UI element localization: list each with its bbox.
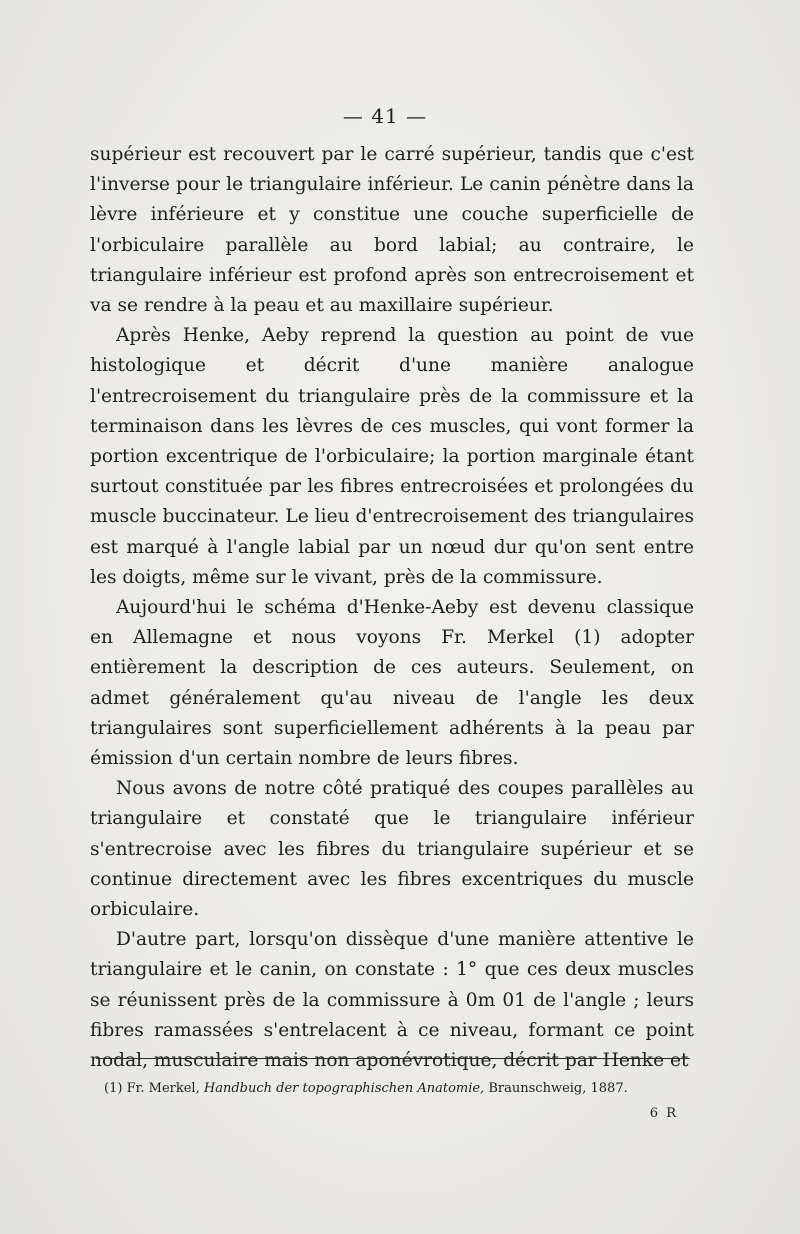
footnote-divider (96, 1058, 690, 1059)
body-text (90, 140, 694, 1076)
paragraph: Après Henke, Aeby reprend la question au point de vue histologique et décrit d'une manière analogue l'entrecroisement du triangulaire près de la commissure et la terminaison dans les lèvres de ces muscles, qui vont former la portion excentrique de l'orbiculaire; la portion marginale étant surtout constituée par les fibres entrecroisées et prolongées du muscle buccinateur. Le lieu d'entrecroisement des triangulaires est marqué à l'angle labial par un nœud dur qu'on sent entre les doigts, même sur le vivant, près de la commissure. (90, 325, 694, 588)
footnote-marker: (1) (104, 1081, 123, 1096)
paragraph: Aujourd'hui le schéma d'Henke-Aeby est devenu classique en Allemagne et nous voyons Fr. Merkel (1) adopter entièrement la description de ces auteurs. Seulement, on admet généralement qu'au niveau de l'angle les deux triangulaires sont superficiellement adhérents à la peau par émission d'un certain nombre de leurs fibres. (90, 597, 694, 770)
paragraph-continuation: supérieur est recouvert par le carré supérieur, tandis que c'est l'inverse pour le triangulaire inférieur. Le canin pénètre dans la lèvre inférieure et y constitue une couche superficielle de l'orbiculaire parallèle au bord labial; au contraire, le triangulaire inférieur est profond après son entrecroisement et va se rendre à la peau et au maxillaire supérieur. (90, 144, 694, 317)
paragraph: Nous avons de notre côté pratiqué des coupes parallèles au triangulaire et constaté que le triangulaire inférieur s'entrecroise avec les fibres du triangulaire supérieur et se continue directement avec les fibres excentriques du muscle orbiculaire. (90, 778, 694, 921)
signature-mark: 6 R (649, 1106, 678, 1121)
footnote-author: Fr. Merkel, (126, 1081, 200, 1096)
footnote-publication: Braunschweig, 1887. (488, 1081, 628, 1096)
footnote-title: Handbuch der topographischen Anatomie, (203, 1081, 485, 1096)
page-number: — 41 — (342, 104, 428, 128)
footnote (104, 1080, 694, 1098)
paragraph: D'autre part, lorsqu'on dissèque d'une manière attentive le triangulaire et le canin, on constate : 1° que ces deux muscles se réunissent près de la commissure à 0m 01 de l'angle ; leurs fibres ramassées s'entrelacent à ce niveau, formant ce point nodal, musculaire mais non aponévrotique, décrit par Henke et (90, 929, 694, 1072)
